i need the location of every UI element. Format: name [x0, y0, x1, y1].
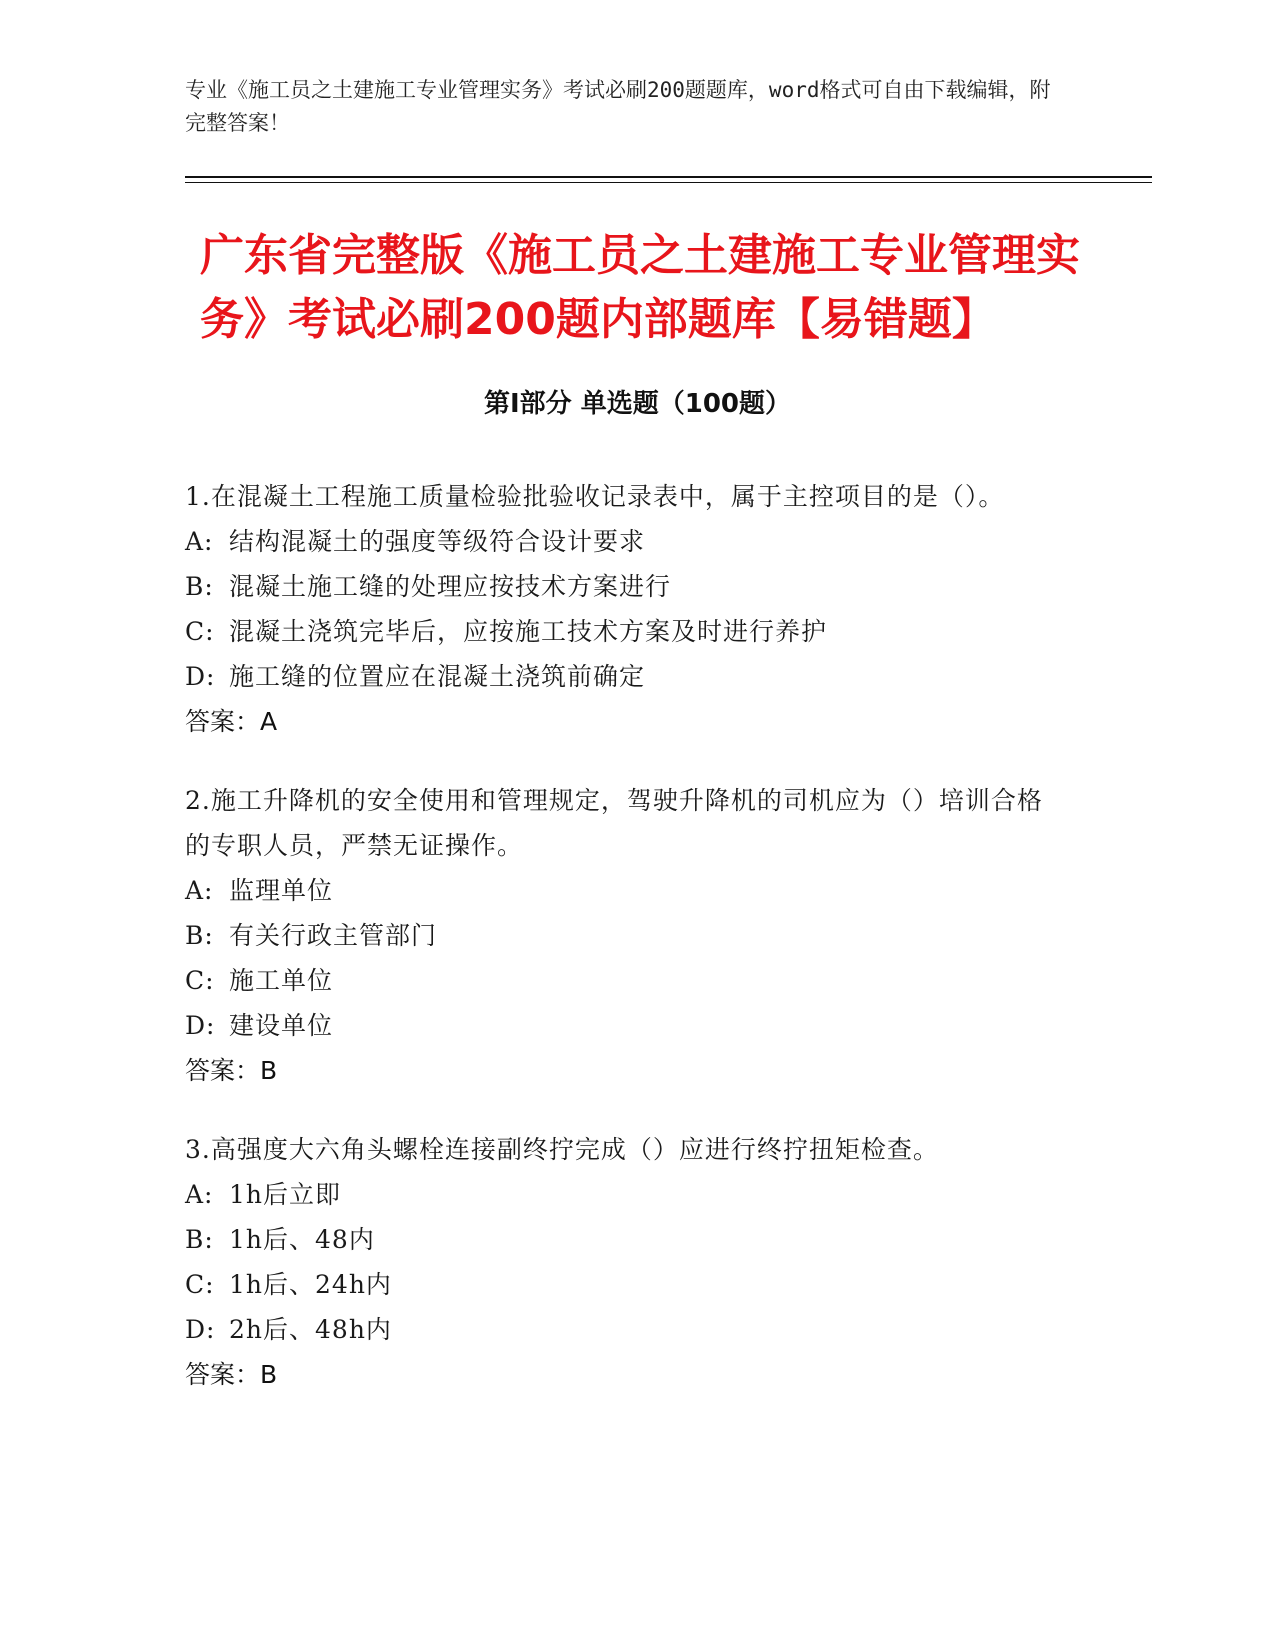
option-d — [185, 1003, 1065, 1048]
question-3 — [185, 1127, 1065, 1397]
option-a — [185, 1172, 1065, 1217]
question-1 — [185, 474, 1065, 744]
option-a — [185, 519, 1065, 564]
header-divider-thick — [185, 176, 1152, 178]
question-text: 1.在混凝土工程施工质量检验批验收记录表中，属于主控项目的是（）。 — [185, 482, 1005, 511]
option-text: 建设单位 — [229, 1011, 334, 1040]
answer-value: A — [260, 707, 278, 736]
option-key: A: — [185, 1180, 214, 1209]
option-d — [185, 1307, 1065, 1352]
header-note: 专业《施工员之土建施工专业管理实务》考试必刷200题题库，word格式可自由下载编辑，附完整答案！ — [185, 78, 1051, 135]
answer-label: 答案： — [185, 1360, 261, 1389]
question-list — [185, 474, 1065, 1431]
option-c — [185, 1262, 1065, 1307]
option-key: C: — [185, 617, 215, 646]
option-key: A: — [185, 876, 214, 905]
answer-value: B — [260, 1056, 278, 1085]
option-c — [185, 958, 1065, 1003]
option-b — [185, 1217, 1065, 1262]
option-c — [185, 609, 1065, 654]
option-text: 2h后、48h内 — [229, 1315, 392, 1344]
option-text: 有关行政主管部门 — [229, 921, 438, 950]
option-key: B: — [185, 1225, 214, 1254]
option-text: 1h后立即 — [229, 1180, 342, 1209]
option-text: 施工缝的位置应在混凝土浇筑前确定 — [229, 662, 646, 691]
option-key: B: — [185, 921, 214, 950]
answer-value: B — [260, 1360, 278, 1389]
option-key: A: — [185, 527, 214, 556]
option-text: 混凝土施工缝的处理应按技术方案进行 — [229, 572, 672, 601]
option-b — [185, 564, 1065, 609]
option-text: 1h后、48内 — [229, 1225, 375, 1254]
option-text: 监理单位 — [229, 876, 334, 905]
option-a — [185, 868, 1065, 913]
option-key: B: — [185, 572, 214, 601]
option-text: 结构混凝土的强度等级符合设计要求 — [229, 527, 646, 556]
answer-label: 答案： — [185, 707, 261, 736]
option-key: D: — [185, 1315, 216, 1344]
option-text: 1h后、24h内 — [229, 1270, 392, 1299]
section-heading: 第I部分 单选题（100题） — [484, 389, 791, 419]
question-text: 2.施工升降机的安全使用和管理规定，驾驶升降机的司机应为（）培训合格的专职人员，严禁无证操作。 — [185, 786, 1043, 860]
answer-line — [185, 1352, 1065, 1397]
header-divider-thin — [185, 182, 1152, 183]
option-d — [185, 654, 1065, 699]
document-title: 广东省完整版《施工员之土建施工专业管理实务》考试必刷200题内部题库【易错题】 — [200, 230, 1080, 345]
option-key: D: — [185, 662, 216, 691]
question-text: 3.高强度大六角头螺栓连接副终拧完成（）应进行终拧扭矩检查。 — [185, 1135, 939, 1164]
option-key: C: — [185, 1270, 215, 1299]
option-text: 施工单位 — [229, 966, 334, 995]
answer-line — [185, 1048, 1065, 1093]
option-text: 混凝土浇筑完毕后，应按施工技术方案及时进行养护 — [229, 617, 828, 646]
option-key: C: — [185, 966, 215, 995]
answer-line — [185, 699, 1065, 744]
option-b — [185, 913, 1065, 958]
question-2 — [185, 778, 1065, 1093]
option-key: D: — [185, 1011, 216, 1040]
answer-label: 答案： — [185, 1056, 261, 1085]
